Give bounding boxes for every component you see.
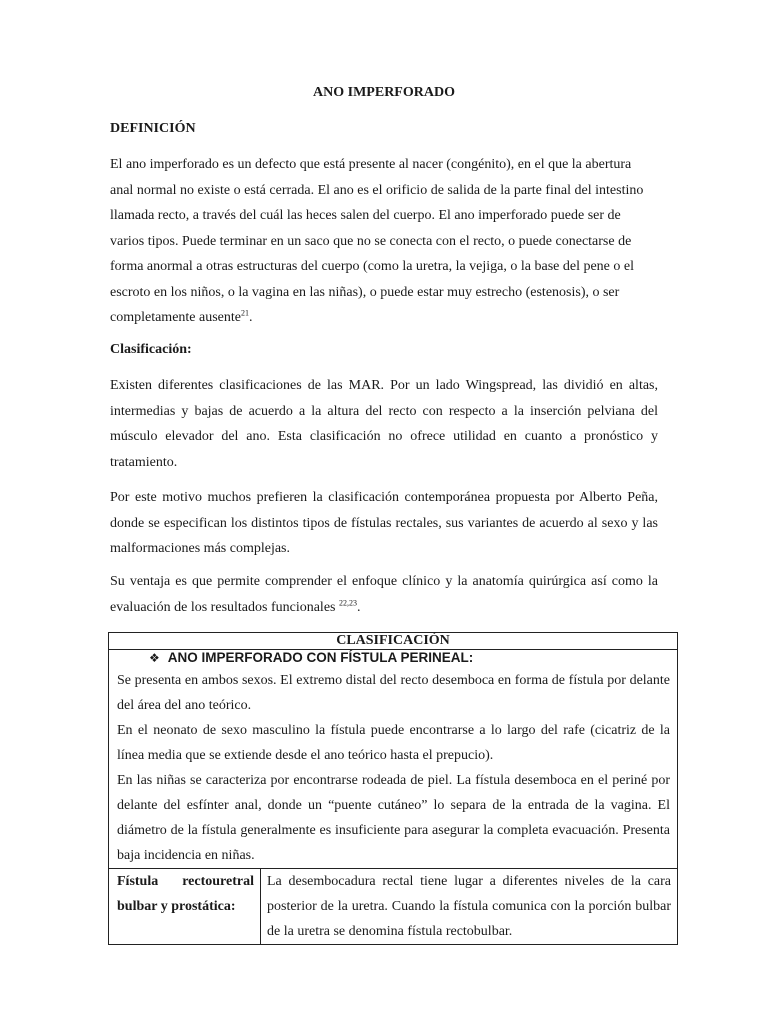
table-header: CLASIFICACIÓN [109,633,677,650]
paragraph-3-reference: 22,23 [338,597,357,607]
row-label: Fístula rectouretral bulbar y prostática: [109,869,261,944]
classification-paragraph-2: Por este motivo muchos prefieren la clasificación contemporánea propuesta por Alberto Peña, donde se especifican los distintos tipos de fístulas rectales, sus variantes de acuerdo al sexo y las malformaciones más complejas. [110,490,658,556]
definition-heading: DEFINICIÓN [110,121,196,136]
definition-reference: 21 [241,308,249,318]
classification-paragraph-1: Existen diferentes clasificaciones de las MAR. Por un lado Wingspread, las dividió en altas, intermedias y bajas de acuerdo a la altura del recto con respecto a la inserción pelviana del músculo elevador del ano. Esta clasificación no ofrece utilidad en cuanto a pronóstico y tratamiento. [110,378,658,470]
table-paragraph: Se presenta en ambos sexos. El extremo distal del recto desemboca en forma de fístula por delante del área del ano teórico. [117,673,670,713]
row-text: La desembocadura rectal tiene lugar a diferentes niveles de la cara posterior de la uretra. Cuando la fístula comunica con la porción bulbar de la uretra se denomina fístula rectobulbar. [267,874,671,939]
section-title: ❖ ANO IMPERFORADO CON FÍSTULA PERINEAL: [149,650,474,665]
table-section-perineal [109,650,677,868]
definition-text: El ano imperforado es un defecto que está presente al nacer (congénito), en el que la abertura anal normal no existe o está cerrada. El ano es el orificio de salida de la parte final del intestino llamada recto, a través del cuál las heces salen del cuerpo. El ano imperforado puede ser de varios tipos. Puede terminar en un saco que no se conecta con el recto, o puede conectarse de forma anormal a otras estructuras del cuerpo (como la uretra, la vejiga, o la base del pene o el escroto en los niños, o la vagina en las niñas), o puede estar muy estrecho (estenosis), o ser completamente ausente [110,157,644,325]
classification-table [108,632,678,945]
classification-paragraph-3: Su ventaja es que permite comprender el enfoque clínico y la anatomía quirúrgica así como la evaluación de los resultados funcionales $^{22,23}$. [110,574,658,615]
table-paragraph: En las niñas se caracteriza por encontrarse rodeada de piel. La fístula desemboca en el periné por delante del esfínter anal, donde un “puente cutáneo” lo separa de la entrada de la vagina. El diámetro de la fístula generalmente es insuficiente para asegurar la completa evacuación. Presenta baja incidencia en niñas. [117,773,670,863]
table-paragraph: En el neonato de sexo masculino la fístula puede encontrarse a lo largo del rafe (cicatriz de la línea media que se extiende desde el ano teórico hasta el prepucio). [117,723,670,763]
classification-heading: Clasificación: [110,342,192,357]
definition-paragraph: El ano imperforado es un defecto que está presente al nacer (congénito), en el que la abertura anal normal no existe o está cerrada. El ano es el orificio de salida de la parte final del intestino llamada recto, a través del cuál las heces salen del cuerpo. El ano imperforado puede ser de varios tipos. Puede terminar en un saco que no se conecta con el recto, o puede conectarse de forma anormal a otras estructuras del cuerpo (como la uretra, la vejiga, o la base del pene o el escroto en los niños, o la vagina en las niñas), o puede estar muy estrecho (estenosis), o ser completamente ausente$^{21}$. [110,157,644,325]
diamond-bullet-icon: ❖ [149,651,160,665]
document-title: ANO IMPERFORADO [313,85,455,100]
table-row [109,868,677,944]
